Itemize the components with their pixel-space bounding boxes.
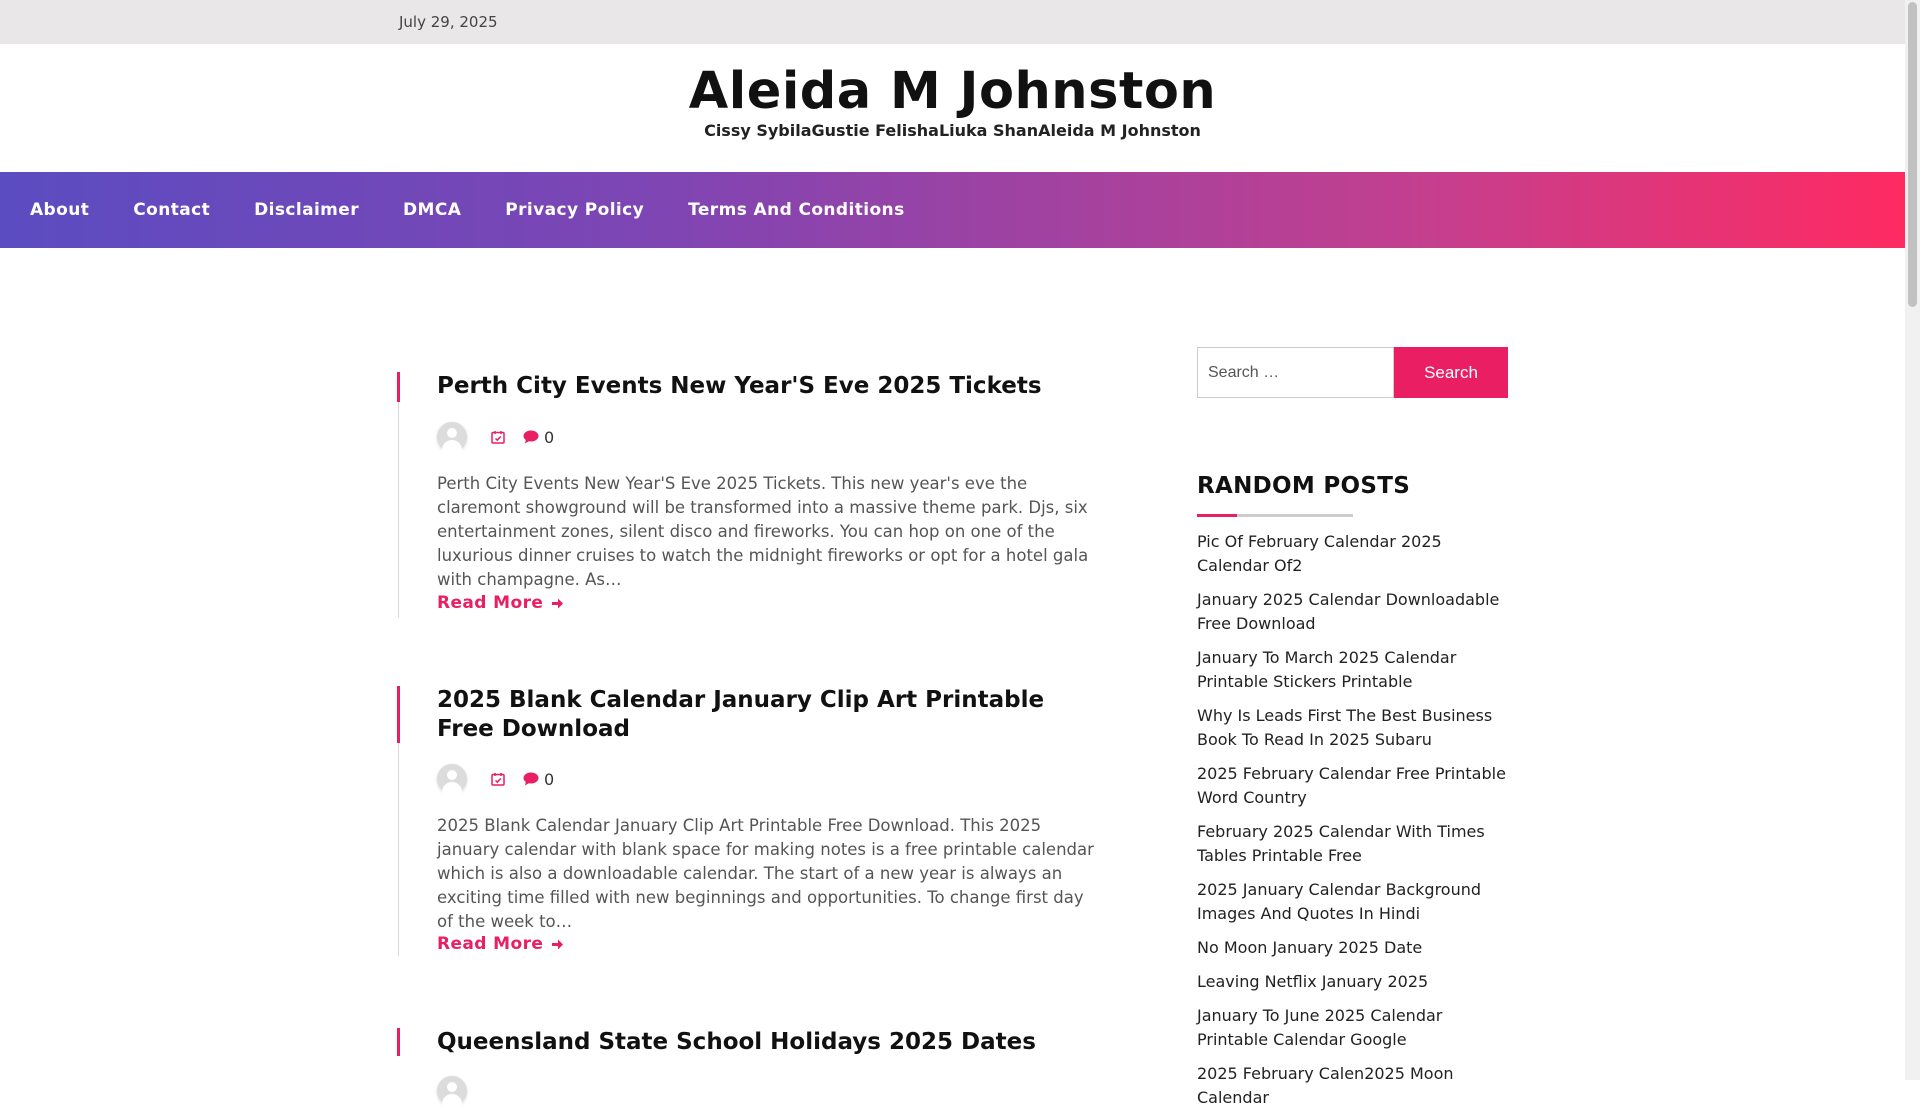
post-divider [398,402,399,618]
arrow-right-icon [551,597,564,610]
calendar-icon [491,430,505,444]
comment-icon[interactable] [523,430,539,444]
comment-icon[interactable] [523,772,539,786]
site-header [0,44,1905,172]
read-more-link[interactable] [437,593,564,613]
main-navigation [0,172,1905,248]
page-scrollbar[interactable] [1905,0,1920,1080]
random-post-link[interactable]: January 2025 Calendar Downloadable Free Download [1197,590,1500,633]
post-title[interactable]: 2025 Blank Calendar January Clip Art Printable Free Download [437,687,1045,742]
post-card [397,686,1097,956]
random-post-link[interactable]: 2025 February Calendar Free Printable Word Country [1197,764,1506,807]
author-avatar[interactable] [437,422,467,452]
top-bar [0,0,1905,44]
random-post-link[interactable]: January To March 2025 Calendar Printable Stickers Printable [1197,648,1457,691]
random-post-link[interactable]: Pic Of February Calendar 2025 Calendar Of2 [1197,532,1442,575]
post-accent-bar [397,686,400,743]
scrollbar-thumb[interactable] [1908,2,1917,307]
calendar-icon [491,772,505,786]
read-more-label: Read More [437,934,544,954]
read-more-link[interactable] [437,934,564,954]
post-title[interactable]: Queensland State School Holidays 2025 Dates [437,1029,1036,1055]
post-excerpt: 2025 Blank Calendar January Clip Art Printable Free Download. This 2025 january calendar with blank space for making notes is a free printable calendar which is also a downloadable calendar. The start of a new year is always an exciting time filled with new beginnings and opportunities. To change first day of the week to… [437,816,1094,931]
post-meta [437,764,554,794]
comment-count: 0 [544,427,555,447]
post-divider [398,743,399,956]
nav-item-about[interactable]: About [30,200,90,220]
current-date: July 29, 2025 [399,13,498,31]
random-post-link[interactable]: No Moon January 2025 Date [1197,938,1423,957]
comment-count: 0 [544,769,555,789]
read-more-label: Read More [437,593,544,613]
random-post-link[interactable]: January To June 2025 Calendar Printable Calendar Google [1197,1006,1443,1049]
widget-title-underline [1197,514,1353,517]
post-meta [437,1076,467,1106]
random-post-link[interactable]: 2025 February Calen2025 Moon Calendar [1197,1064,1454,1107]
search-form [1197,347,1508,398]
nav-item-contact[interactable]: Contact [133,200,211,220]
random-post-link[interactable]: Why Is Leads First The Best Business Book To Read In 2025 Subaru [1197,706,1493,749]
random-post-link[interactable]: Leaving Netflix January 2025 [1197,972,1429,991]
search-input[interactable] [1197,347,1394,398]
author-avatar[interactable] [437,1076,467,1106]
author-avatar[interactable] [437,764,467,794]
random-post-link[interactable]: 2025 January Calendar Background Images And Quotes In Hindi [1197,880,1482,923]
post-excerpt: Perth City Events New Year'S Eve 2025 Tickets. This new year's eve the claremont showground will be transformed into a massive theme park. Djs, six entertainment zones, silent disco and fireworks. You can hop on one of the luxurious dinner cruises to watch the midnight fireworks or opt for a hotel gala with champagne. As… [437,474,1089,589]
post-accent-bar [397,372,400,402]
random-post-link[interactable]: February 2025 Calendar With Times Tables Printable Free [1197,822,1485,865]
post-meta [437,422,554,452]
arrow-right-icon [551,938,564,951]
nav-item-dmca[interactable]: DMCA [403,200,462,220]
site-description: Cissy SybilaGustie FelishaLiuka ShanAleida M Johnston [704,121,1201,140]
nav-item-terms-and-conditions[interactable]: Terms And Conditions [688,200,905,220]
nav-item-privacy-policy[interactable]: Privacy Policy [505,200,645,220]
post-card [397,1028,1097,1088]
post-accent-bar [397,1028,400,1056]
search-button[interactable]: Search [1394,347,1508,398]
site-title[interactable]: Aleida M Johnston [688,62,1217,121]
random-posts-title: RANDOM POSTS [1197,473,1411,499]
post-title[interactable]: Perth City Events New Year'S Eve 2025 Tickets [437,373,1042,399]
nav-item-disclaimer[interactable]: Disclaimer [254,200,359,220]
random-posts-list [1197,530,1515,1120]
post-card [397,372,1097,618]
